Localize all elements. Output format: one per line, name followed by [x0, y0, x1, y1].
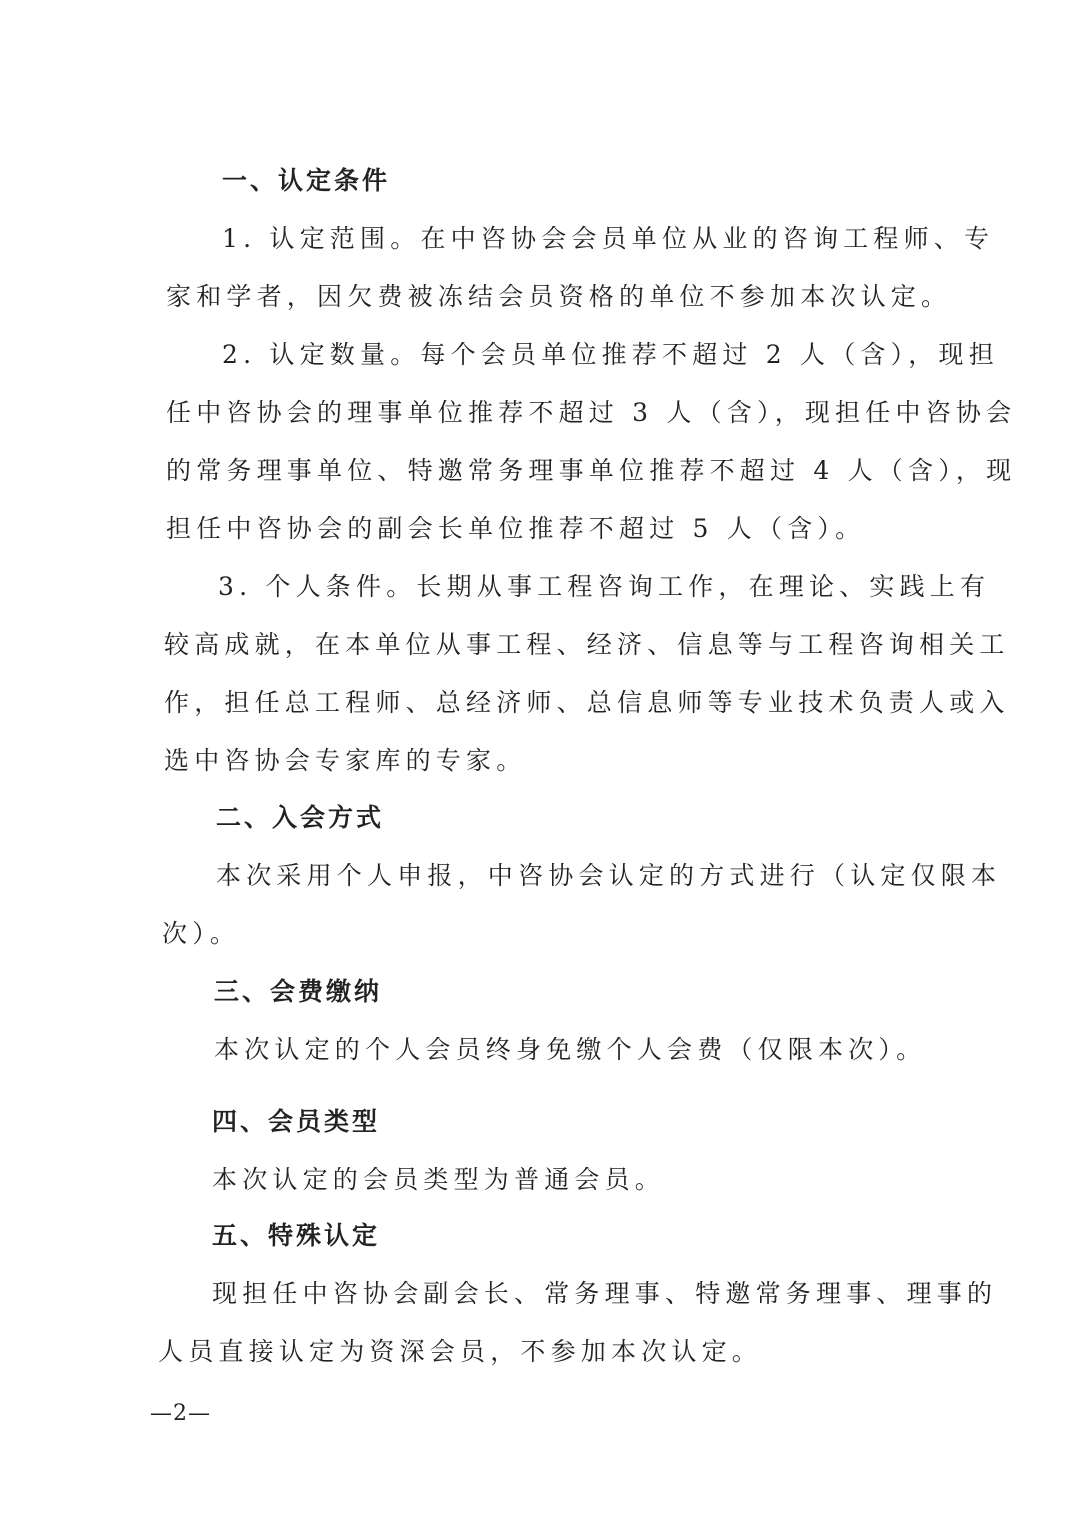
paragraph-line: 现担任中咨协会副会长、常务理事、特邀常务理事、理事的: [212, 1279, 998, 1308]
section-heading-fees: 三、会费缴纳: [214, 977, 383, 1006]
section-heading-special: 五、特殊认定: [212, 1221, 381, 1250]
page-number: —2—: [150, 1401, 211, 1426]
paragraph-line: 本次认定的会员类型为普通会员。: [212, 1165, 666, 1194]
paragraph-line: 1. 认定范围。在中咨协会会员单位从业的咨询工程师、专: [222, 224, 995, 253]
section-heading-conditions: 一、认定条件: [222, 166, 391, 195]
paragraph-line: 的常务理事单位、特邀常务理事单位推荐不超过 4 人（含），现: [166, 456, 1017, 485]
paragraph-line: 3. 个人条件。长期从事工程咨询工作，在理论、实践上有: [218, 572, 991, 601]
paragraph-line: 选中咨协会专家库的专家。: [164, 746, 527, 775]
paragraph-line: 家和学者，因欠费被冻结会员资格的单位不参加本次认定。: [166, 282, 952, 311]
paragraph-line: 2. 认定数量。每个会员单位推荐不超过 2 人（含），现担: [222, 340, 999, 369]
section-heading-member-type: 四、会员类型: [212, 1107, 381, 1136]
paragraph-line: 作，担任总工程师、总经济师、总信息师等专业技术负责人或入: [164, 688, 1010, 717]
paragraph-line: 任中咨协会的理事单位推荐不超过 3 人（含），现担任中咨协会: [166, 398, 1017, 427]
paragraph-line: 本次认定的个人会员终身免缴个人会费（仅限本次）。: [214, 1035, 927, 1064]
paragraph-line: 担任中咨协会的副会长单位推荐不超过 5 人（含）。: [166, 514, 866, 543]
section-heading-join-method: 二、入会方式: [216, 803, 385, 832]
paragraph-line: 人员直接认定为资深会员，不参加本次认定。: [158, 1337, 763, 1366]
paragraph-line: 较高成就，在本单位从事工程、经济、信息等与工程咨询相关工: [164, 630, 1010, 659]
paragraph-line: 本次采用个人申报，中咨协会认定的方式进行（认定仅限本: [216, 861, 1002, 890]
paragraph-line: 次）。: [162, 919, 241, 948]
